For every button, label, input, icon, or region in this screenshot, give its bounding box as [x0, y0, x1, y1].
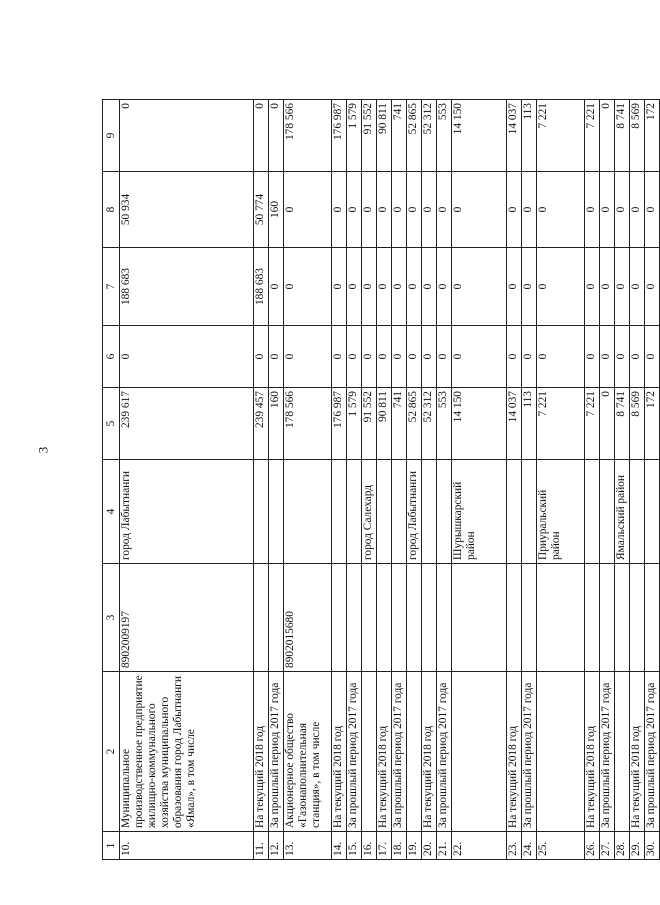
row-total: 7 221 [585, 388, 600, 460]
row-area: город Лабытнанги [407, 460, 422, 564]
row-number: 24. [522, 832, 537, 860]
table-row [332, 100, 347, 860]
row-total: 239 617 [120, 388, 254, 460]
row-col7: 0 [522, 248, 537, 326]
row-col9: 176 987 [332, 100, 347, 172]
row-area [600, 460, 615, 564]
row-col6: 0 [407, 326, 422, 388]
row-col7: 0 [422, 248, 437, 326]
row-total: 176 987 [332, 388, 347, 460]
row-number: 18. [392, 832, 407, 860]
row-col7: 0 [332, 248, 347, 326]
row-inn: 8902009197 [120, 564, 254, 672]
row-col8: 0 [407, 172, 422, 248]
row-col8: 0 [377, 172, 392, 248]
table-row [362, 100, 377, 860]
row-col9: 8 741 [615, 100, 630, 172]
table-row [347, 100, 362, 860]
row-col9: 91 552 [362, 100, 377, 172]
row-col8: 0 [452, 172, 507, 248]
row-area [392, 460, 407, 564]
budget-table-rotated [102, 100, 657, 860]
row-col6: 0 [645, 326, 660, 388]
page-number: 3 [35, 446, 51, 454]
row-col9: 90 811 [377, 100, 392, 172]
row-col6: 0 [507, 326, 522, 388]
row-total: 553 [437, 388, 452, 460]
row-area [269, 460, 284, 564]
header-cell: 1 [103, 832, 120, 860]
table-row [452, 100, 507, 860]
row-name: На текущий 2018 год [377, 672, 392, 832]
row-col8: 0 [537, 172, 585, 248]
header-cell: 6 [103, 326, 120, 388]
row-col6: 0 [284, 326, 332, 388]
row-col7: 0 [269, 248, 284, 326]
row-inn [269, 564, 284, 672]
row-number: 29. [630, 832, 645, 860]
row-inn [645, 564, 660, 672]
row-total: 239 457 [254, 388, 269, 460]
row-area [585, 460, 600, 564]
row-total: 178 566 [284, 388, 332, 460]
row-col8: 0 [630, 172, 645, 248]
row-col7: 0 [437, 248, 452, 326]
row-name: На текущий 2018 год [585, 672, 600, 832]
row-number: 12. [269, 832, 284, 860]
row-name [537, 672, 585, 832]
row-col7: 0 [362, 248, 377, 326]
row-area [437, 460, 452, 564]
row-name: На текущий 2018 год [332, 672, 347, 832]
row-total: 741 [392, 388, 407, 460]
row-col8: 50 934 [120, 172, 254, 248]
row-number: 10. [120, 832, 254, 860]
header-cell: 4 [103, 460, 120, 564]
row-col7: 0 [585, 248, 600, 326]
header-cell: 7 [103, 248, 120, 326]
row-col8: 0 [392, 172, 407, 248]
row-name [452, 672, 507, 832]
row-col8: 50 774 [254, 172, 269, 248]
row-total: 8 569 [630, 388, 645, 460]
row-inn [522, 564, 537, 672]
row-name [615, 672, 630, 832]
row-inn [347, 564, 362, 672]
header-cell: 9 [103, 100, 120, 172]
row-area [422, 460, 437, 564]
row-name: За прошлый период 2017 года [645, 672, 660, 832]
row-col7: 0 [600, 248, 615, 326]
row-col6: 0 [437, 326, 452, 388]
row-inn [377, 564, 392, 672]
row-col8: 0 [600, 172, 615, 248]
row-total: 52 865 [407, 388, 422, 460]
row-inn [437, 564, 452, 672]
row-name: За прошлый период 2017 года [600, 672, 615, 832]
row-col8: 0 [615, 172, 630, 248]
row-inn [507, 564, 522, 672]
row-inn [407, 564, 422, 672]
row-name [407, 672, 422, 832]
row-number: 21. [437, 832, 452, 860]
row-col7: 188 683 [254, 248, 269, 326]
row-col8: 0 [347, 172, 362, 248]
row-col9: 7 221 [585, 100, 600, 172]
row-number: 22. [452, 832, 507, 860]
row-inn [452, 564, 507, 672]
row-col6: 0 [377, 326, 392, 388]
row-col6: 0 [630, 326, 645, 388]
row-col7: 0 [377, 248, 392, 326]
row-area [284, 460, 332, 564]
row-col9: 113 [522, 100, 537, 172]
row-col7: 0 [630, 248, 645, 326]
header-cell: 2 [103, 672, 120, 832]
row-area [254, 460, 269, 564]
row-number: 19. [407, 832, 422, 860]
row-col9: 0 [120, 100, 254, 172]
row-col7: 0 [615, 248, 630, 326]
row-name: На текущий 2018 год [630, 672, 645, 832]
row-number: 28. [615, 832, 630, 860]
row-col7: 0 [452, 248, 507, 326]
table-row [630, 100, 645, 860]
row-total: 90 811 [377, 388, 392, 460]
row-col9: 0 [600, 100, 615, 172]
row-col6: 0 [120, 326, 254, 388]
row-col7: 188 683 [120, 248, 254, 326]
row-col7: 0 [407, 248, 422, 326]
header-cell: 5 [103, 388, 120, 460]
row-area: город Лабытнанги [120, 460, 254, 564]
row-inn [537, 564, 585, 672]
row-number: 17. [377, 832, 392, 860]
row-col7: 0 [645, 248, 660, 326]
table-row [522, 100, 537, 860]
row-col9: 178 566 [284, 100, 332, 172]
table-row [254, 100, 269, 860]
row-col8: 0 [284, 172, 332, 248]
row-col9: 52 312 [422, 100, 437, 172]
row-col8: 0 [645, 172, 660, 248]
row-total: 8 741 [615, 388, 630, 460]
row-inn [422, 564, 437, 672]
row-area: Шурышкарский район [452, 460, 507, 564]
row-col9: 7 221 [537, 100, 585, 172]
table-row [377, 100, 392, 860]
row-name: Муниципальное производственное предприятие жилищно-коммунального хозяйства муниципального образования город Лабытнанги «Ямал», в том числе [120, 672, 254, 832]
table-row [645, 100, 660, 860]
row-col9: 0 [269, 100, 284, 172]
table-row [600, 100, 615, 860]
row-col6: 0 [600, 326, 615, 388]
row-col7: 0 [347, 248, 362, 326]
table-row [422, 100, 437, 860]
row-inn [254, 564, 269, 672]
row-col6: 0 [332, 326, 347, 388]
row-number: 25. [537, 832, 585, 860]
row-area [630, 460, 645, 564]
row-col6: 0 [537, 326, 585, 388]
row-name: За прошлый период 2017 года [437, 672, 452, 832]
row-area [332, 460, 347, 564]
row-number: 23. [507, 832, 522, 860]
row-total: 7 221 [537, 388, 585, 460]
row-col6: 0 [362, 326, 377, 388]
row-inn: 8902015680 [284, 564, 332, 672]
row-col6: 0 [347, 326, 362, 388]
row-name: За прошлый период 2017 года [347, 672, 362, 832]
row-col8: 0 [332, 172, 347, 248]
row-name: За прошлый период 2017 года [522, 672, 537, 832]
row-col8: 0 [362, 172, 377, 248]
row-col9: 0 [254, 100, 269, 172]
row-area: Ямальский район [615, 460, 630, 564]
row-total: 160 [269, 388, 284, 460]
row-area: город Салехард [362, 460, 377, 564]
table-row [585, 100, 600, 860]
row-inn [332, 564, 347, 672]
row-col7: 0 [507, 248, 522, 326]
row-number: 20. [422, 832, 437, 860]
table-row [407, 100, 422, 860]
row-col8: 0 [585, 172, 600, 248]
row-col9: 553 [437, 100, 452, 172]
row-col6: 0 [452, 326, 507, 388]
header-cell: 8 [103, 172, 120, 248]
row-col8: 0 [422, 172, 437, 248]
row-area [377, 460, 392, 564]
row-number: 14. [332, 832, 347, 860]
budget-table [102, 99, 660, 860]
row-inn [392, 564, 407, 672]
row-number: 30. [645, 832, 660, 860]
table-row [437, 100, 452, 860]
row-area [347, 460, 362, 564]
row-number: 16. [362, 832, 377, 860]
row-col7: 0 [392, 248, 407, 326]
row-col8: 0 [507, 172, 522, 248]
row-total: 52 312 [422, 388, 437, 460]
row-col8: 0 [522, 172, 537, 248]
row-col6: 0 [269, 326, 284, 388]
row-number: 15. [347, 832, 362, 860]
table-row [392, 100, 407, 860]
table-row [507, 100, 522, 860]
row-col7: 0 [537, 248, 585, 326]
row-inn [585, 564, 600, 672]
row-col6: 0 [615, 326, 630, 388]
table-row [284, 100, 332, 860]
row-col9: 14 037 [507, 100, 522, 172]
row-col7: 0 [284, 248, 332, 326]
table-row [120, 100, 254, 860]
row-col6: 0 [254, 326, 269, 388]
row-total: 14 037 [507, 388, 522, 460]
row-total: 113 [522, 388, 537, 460]
row-inn [600, 564, 615, 672]
row-col9: 172 [645, 100, 660, 172]
row-area [522, 460, 537, 564]
row-number: 27. [600, 832, 615, 860]
row-inn [615, 564, 630, 672]
header-cell: 3 [103, 564, 120, 672]
row-col6: 0 [392, 326, 407, 388]
row-name: За прошлый период 2017 года [392, 672, 407, 832]
row-col9: 1 579 [347, 100, 362, 172]
row-inn [630, 564, 645, 672]
row-col9: 14 150 [452, 100, 507, 172]
row-col9: 741 [392, 100, 407, 172]
row-total: 91 552 [362, 388, 377, 460]
row-total: 1 579 [347, 388, 362, 460]
row-col6: 0 [585, 326, 600, 388]
row-area [507, 460, 522, 564]
row-inn [362, 564, 377, 672]
row-col9: 8 569 [630, 100, 645, 172]
row-col8: 0 [437, 172, 452, 248]
row-col6: 0 [522, 326, 537, 388]
row-area [645, 460, 660, 564]
row-name: За прошлый период 2017 года [269, 672, 284, 832]
row-total: 14 150 [452, 388, 507, 460]
table-row [537, 100, 585, 860]
row-name [362, 672, 377, 832]
table-row [269, 100, 284, 860]
row-total: 172 [645, 388, 660, 460]
row-name: Акционерное общество «Газонаполнительная станция», в том числе [284, 672, 332, 832]
row-col6: 0 [422, 326, 437, 388]
header-row [103, 100, 120, 860]
row-number: 13. [284, 832, 332, 860]
row-col8: 160 [269, 172, 284, 248]
row-number: 11. [254, 832, 269, 860]
row-name: На текущий 2018 год [254, 672, 269, 832]
row-name: На текущий 2018 год [507, 672, 522, 832]
row-area: Приуральский район [537, 460, 585, 564]
table-row [615, 100, 630, 860]
row-number: 26. [585, 832, 600, 860]
row-col9: 52 865 [407, 100, 422, 172]
row-name: На текущий 2018 год [422, 672, 437, 832]
row-total: 0 [600, 388, 615, 460]
